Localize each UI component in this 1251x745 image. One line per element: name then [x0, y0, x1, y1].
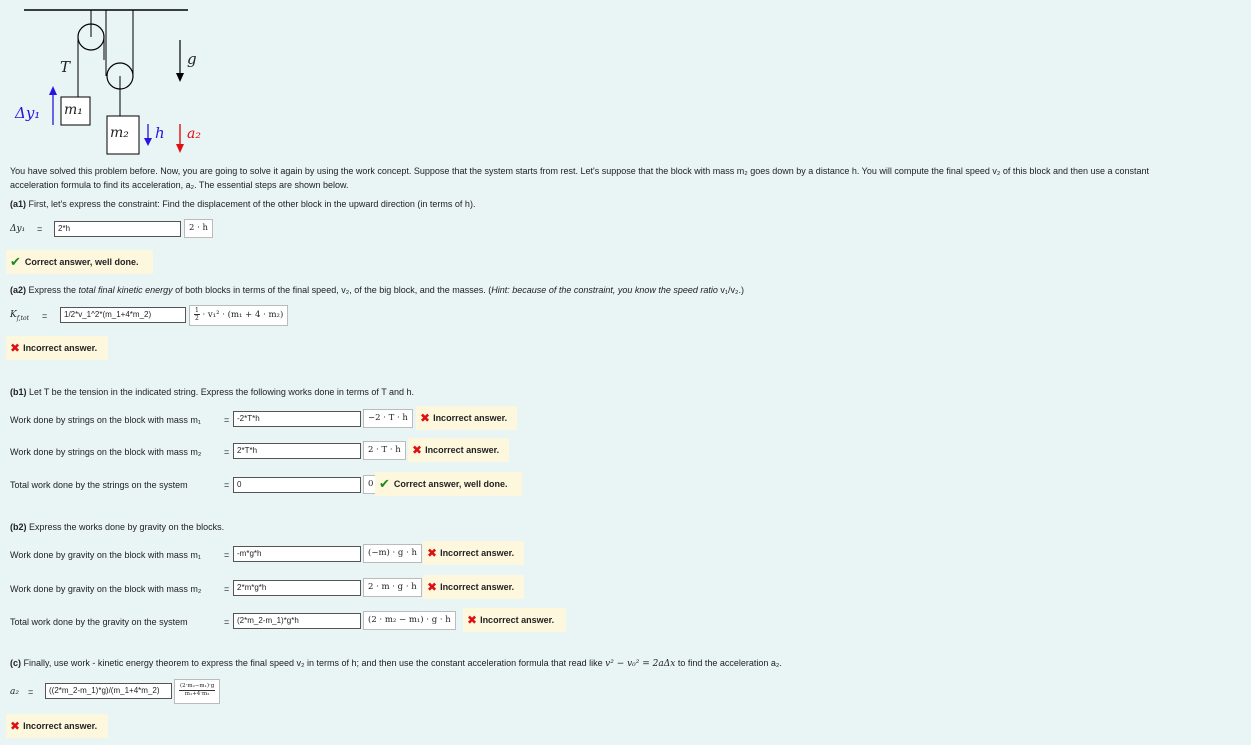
label-g: g — [187, 50, 197, 68]
b1-prompt: (b1) Let T be the tension in the indicated string. Express the following works done in terms of T and h. — [10, 387, 415, 397]
b1-row2-feedback: ✖ Incorrect answer. — [408, 438, 509, 462]
intro-line-1: You have solved this problem before. Now, you are going to solve it again by using the work concept. Suppose that the system starts from rest. Let's suppose that the block with mass m₂ goes down by a distance h. You will compute the final speed v₂ of this block and then use a constant — [10, 166, 1150, 176]
cross-icon: ✖ — [427, 546, 438, 560]
b2-row2-eq: = — [224, 584, 230, 594]
label-m2: m₂ — [110, 125, 129, 141]
b1-row3-input[interactable]: 0 — [233, 477, 361, 493]
c-lhs: a₂ — [10, 687, 19, 697]
b1-row3-eq: = — [224, 480, 230, 490]
a1-input[interactable]: 2*h — [54, 221, 181, 237]
b2-row3-label: Total work done by the gravity on the system — [10, 617, 188, 627]
a1-prompt: (a1) First, let's express the constraint: Find the displacement of the other block in the upward direction (in terms of h). — [10, 199, 476, 209]
intro-line-2: acceleration formula to find its acceleration, a₂. The essential steps are shown below. — [10, 180, 349, 190]
b2-row3-preview: (2 · m₂ − m₁) · g · h — [363, 611, 456, 630]
b2-row2-preview: 2 · m · g · h — [363, 578, 422, 597]
c-formula: v² − v₀² = 2aΔx — [605, 659, 676, 669]
b1-row1-input[interactable]: -2*T*h — [233, 411, 361, 427]
label-m1: m₁ — [64, 102, 83, 118]
check-icon: ✔ — [379, 476, 390, 491]
label-T: T — [60, 58, 71, 76]
b2-row2-label: Work done by gravity on the block with mass m₂ — [10, 584, 202, 594]
a1-lhs: Δy₁ — [10, 224, 26, 234]
a2-preview: $\frac{1}{2}$ · v₁² · (m₁ + 4 · m₂) — [189, 305, 288, 326]
b2-row1-label: Work done by gravity on the block with mass m₁ — [10, 550, 201, 560]
a2-prompt: (a2) Express the total final kinetic energy of both blocks in terms of the final speed, v₂, of the big block, and the masses. (Hint: because of the constraint, you know the speed ratio v₁/v₂.) — [10, 285, 744, 295]
cross-icon: ✖ — [467, 613, 478, 627]
label-a2: a₂ — [187, 126, 201, 142]
b2-prompt: (b2) Express the works done by gravity on the blocks. — [10, 522, 225, 532]
cross-icon: ✖ — [420, 411, 431, 425]
b1-row1-feedback: ✖ Incorrect answer. — [416, 406, 517, 430]
label-h: h — [155, 124, 165, 142]
cross-icon: ✖ — [10, 341, 21, 355]
b2-row3-eq: = — [224, 617, 230, 627]
b1-row2-label: Work done by strings on the block with mass m₂ — [10, 447, 202, 457]
a1-eq: = — [37, 224, 43, 234]
b2-row3-input[interactable]: (2*m_2-m_1)*g*h — [233, 613, 361, 629]
c-feedback: ✖ Incorrect answer. — [6, 714, 108, 738]
b1-row3-preview: 0 — [363, 475, 378, 494]
b2-row3-feedback: ✖ Incorrect answer. — [463, 608, 566, 632]
c-input[interactable]: ((2*m_2-m_1)*g)/(m_1+4*m_2) — [45, 683, 172, 699]
pulley-diagram — [0, 0, 260, 160]
a2-lhs: $K_{f,tot}$ — [10, 310, 30, 322]
b1-row2-preview: 2 · T · h — [363, 441, 406, 460]
b2-row1-feedback: ✖ Incorrect answer. — [423, 541, 524, 565]
c-eq: = — [28, 687, 34, 697]
b1-row2-eq: = — [224, 447, 230, 457]
b1-row1-eq: = — [224, 415, 230, 425]
c-prompt: (c) Finally, use work - kinetic energy theorem to express the final speed v₂ in terms of h; and then use the constant acceleration formula that read like v² − v₀² = 2aΔx to find the acceleration a₂. — [10, 658, 782, 669]
b1-row1-preview: −2 · T · h — [363, 409, 413, 428]
b1-row1-label: Work done by strings on the block with mass m₁ — [10, 415, 201, 425]
cross-icon: ✖ — [427, 580, 438, 594]
a2-input[interactable]: 1/2*v_1^2*(m_1+4*m_2) — [60, 307, 186, 323]
a2-eq: = — [42, 311, 48, 321]
b1-row2-input[interactable]: 2*T*h — [233, 443, 361, 459]
check-icon: ✔ — [10, 254, 21, 269]
c-preview: $\frac{\text{(2·m₂−m₁)·g}}{\text{m₁+4·m₂}}$ — [174, 679, 220, 704]
b2-row1-preview: (−m) · g · h — [363, 544, 422, 563]
cross-icon: ✖ — [412, 443, 423, 457]
b1-row3-label: Total work done by the strings on the system — [10, 480, 188, 490]
a1-feedback: ✔ Correct answer, well done. — [6, 250, 153, 274]
a1-preview: 2 · h — [184, 219, 213, 238]
b2-row1-eq: = — [224, 550, 230, 560]
b2-row1-input[interactable]: -m*g*h — [233, 546, 361, 562]
label-dy1: Δy₁ — [15, 104, 41, 122]
b1-row3-feedback: ✔ Correct answer, well done. — [375, 472, 522, 496]
cross-icon: ✖ — [10, 719, 21, 733]
b2-row2-feedback: ✖ Incorrect answer. — [423, 575, 524, 599]
b2-row2-input[interactable]: 2*m*g*h — [233, 580, 361, 596]
a2-feedback: ✖ Incorrect answer. — [6, 336, 108, 360]
